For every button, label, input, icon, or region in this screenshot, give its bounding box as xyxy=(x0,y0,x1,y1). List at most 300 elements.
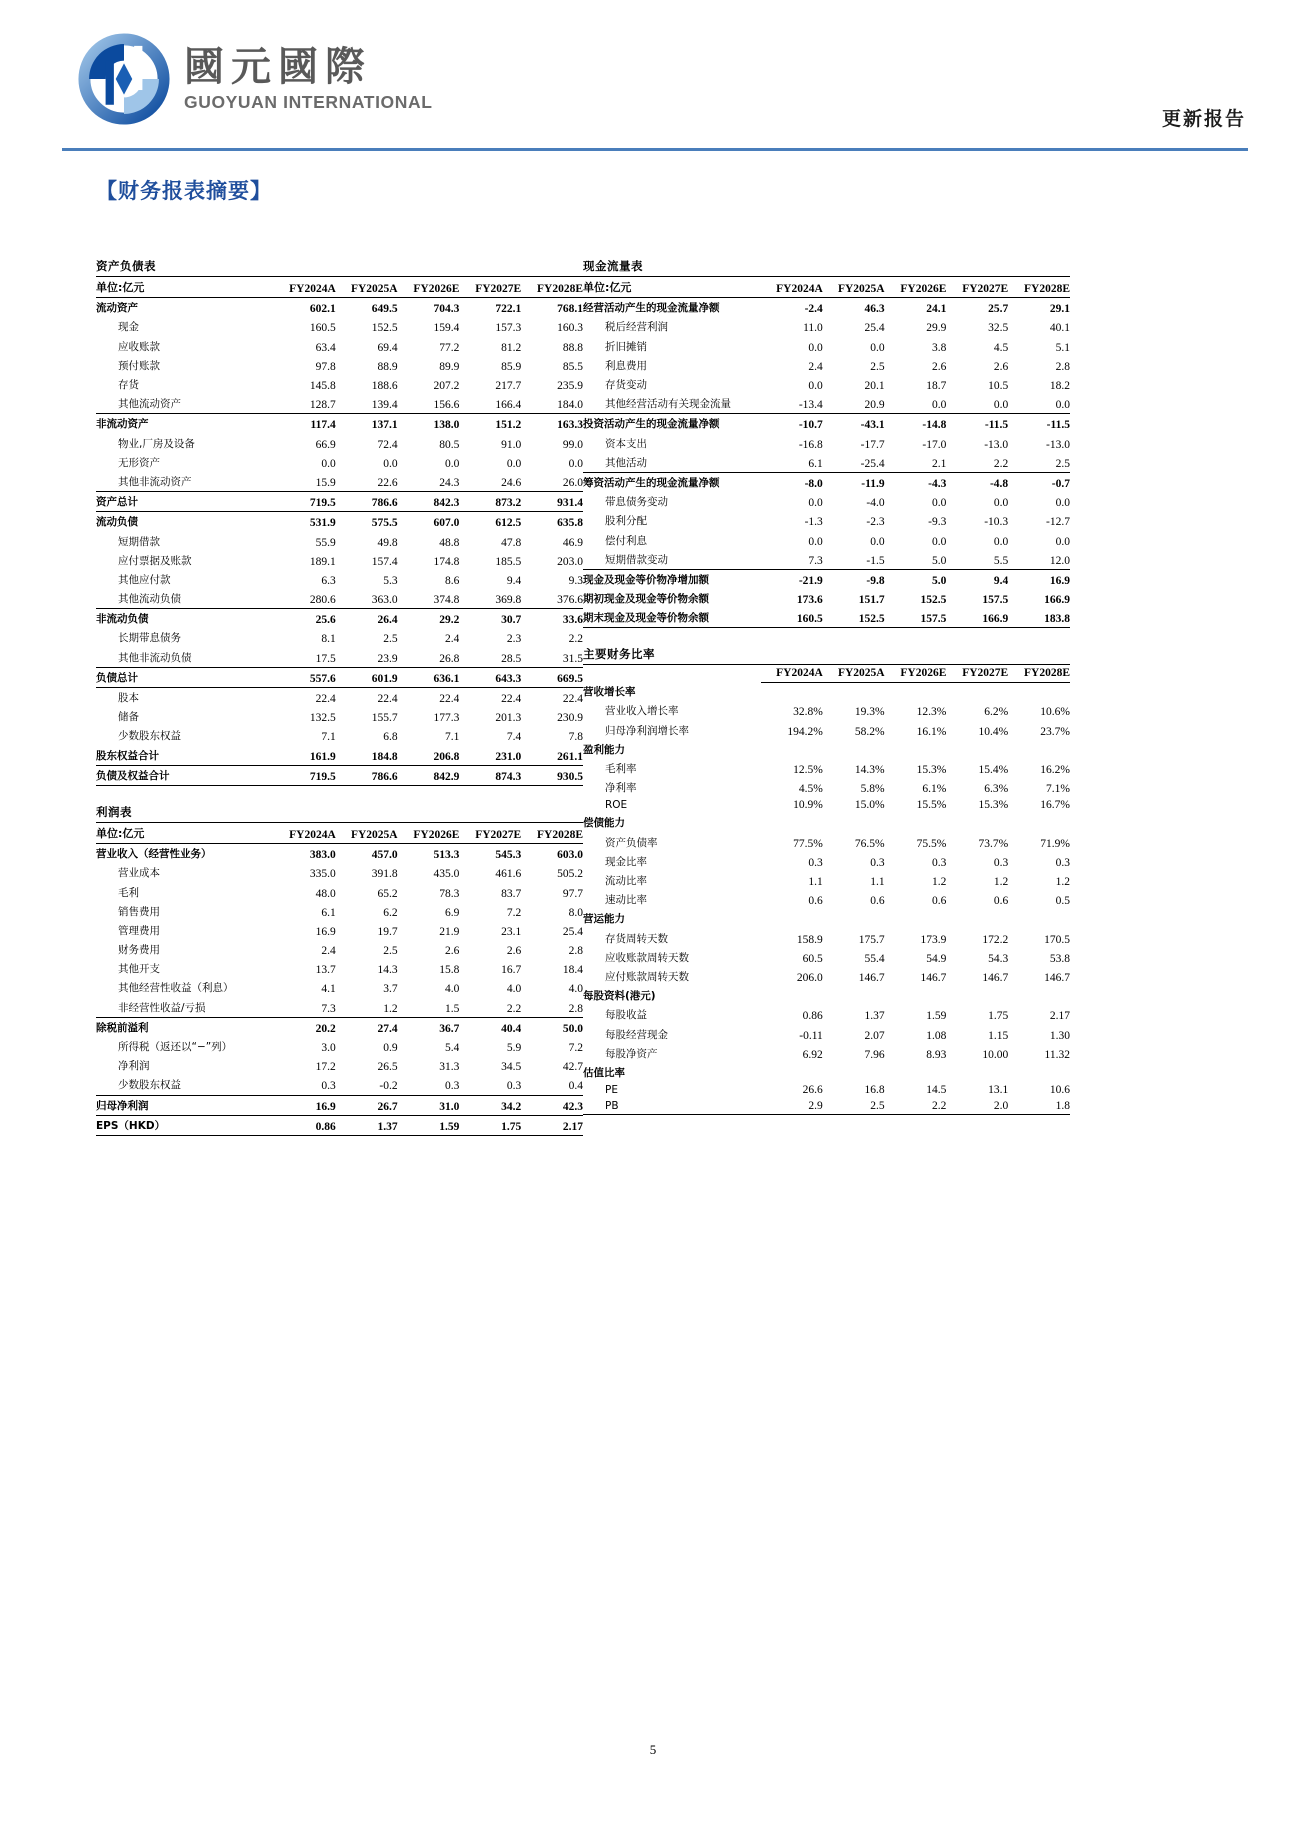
row-value: 55.4 xyxy=(864,952,885,965)
row-value: 786.6 xyxy=(336,765,398,785)
row-value: 63.4 xyxy=(315,341,336,354)
row-value: 16.9 xyxy=(1008,569,1070,589)
row-value: 152.5 xyxy=(371,322,398,335)
row-value: 505.2 xyxy=(557,868,583,881)
row-label: 其他应付款 xyxy=(118,573,171,586)
row-label: 营业收入（经营性业务） xyxy=(96,848,212,861)
table-row xyxy=(96,648,583,668)
row-value: 26.7 xyxy=(336,1095,398,1115)
row-value: 2.6 xyxy=(993,360,1009,373)
row-value: 21.9 xyxy=(439,925,460,938)
row-value: 23.7% xyxy=(1040,725,1070,738)
page-title: 【财务报表摘要】 xyxy=(96,179,272,203)
table-row xyxy=(96,394,583,414)
row-label: EPS（HKD） xyxy=(96,1115,274,1135)
row-value: 189.1 xyxy=(309,555,336,568)
row-value: 2.3 xyxy=(506,633,522,646)
row-value: 166.9 xyxy=(946,608,1008,628)
row-value xyxy=(1008,986,1070,1005)
row-value: 9.3 xyxy=(568,574,583,587)
table-row xyxy=(583,909,1070,928)
row-label: 销售费用 xyxy=(118,905,160,918)
row-value: 174.8 xyxy=(433,555,460,568)
row-value: 32.8% xyxy=(793,706,823,719)
row-value: 0.6 xyxy=(808,895,823,908)
row-value: 29.9 xyxy=(926,322,947,335)
table-row xyxy=(96,414,583,434)
row-label: 每股净资产 xyxy=(605,1047,658,1060)
row-value xyxy=(761,1063,823,1082)
row-value: 22.4 xyxy=(501,693,522,706)
row-value: 159.4 xyxy=(433,322,460,335)
table-row xyxy=(583,472,1070,492)
row-value: 0.0 xyxy=(993,497,1009,510)
row-value: 26.4 xyxy=(336,609,398,629)
row-value: 612.5 xyxy=(495,517,522,530)
row-value: 2.4 xyxy=(808,360,823,373)
table-row xyxy=(96,726,583,745)
cash-flow-block xyxy=(583,258,1070,628)
balance-sheet-block xyxy=(96,258,583,786)
row-value: 23.1 xyxy=(501,925,522,938)
row-value: 31.3 xyxy=(439,1061,460,1074)
row-label: 短期借款 xyxy=(118,535,160,548)
row-value: 383.0 xyxy=(309,849,336,862)
row-value xyxy=(946,682,1008,701)
row-value: 16.9 xyxy=(315,925,336,938)
row-value xyxy=(1008,682,1070,701)
row-value: 722.1 xyxy=(495,303,522,316)
row-value: 46.9 xyxy=(562,536,583,549)
row-label: 经营活动产生的现金流量净额 xyxy=(583,302,720,315)
row-value: 16.1% xyxy=(916,725,947,738)
row-label: 筹资活动产生的现金流量净额 xyxy=(583,472,761,492)
table-row xyxy=(583,1063,1070,1082)
row-value: 1.2 xyxy=(932,876,947,889)
row-value: 71.9% xyxy=(1040,837,1070,850)
table-row xyxy=(583,356,1070,375)
row-value: 16.7% xyxy=(1040,799,1070,812)
row-label: PB xyxy=(583,1098,761,1115)
logo-chinese-name: 國元國際 xyxy=(184,43,372,90)
row-value: 156.6 xyxy=(433,399,460,412)
row-value: 72.4 xyxy=(377,438,398,451)
row-value: 20.9 xyxy=(864,399,885,412)
row-label: 应收账款 xyxy=(118,340,160,353)
row-value: 16.7 xyxy=(501,964,522,977)
row-label: 归母净利润 xyxy=(96,1095,274,1115)
row-value: 53.8 xyxy=(1049,952,1070,965)
row-value: 151.2 xyxy=(459,414,521,434)
row-value: 376.6 xyxy=(557,594,583,607)
row-label: 净利率 xyxy=(605,782,637,795)
key-ratios-caption: 主要财务比率 xyxy=(583,646,1070,665)
table-row xyxy=(96,978,583,997)
row-value: 6.1 xyxy=(321,906,336,919)
row-value: 1.2 xyxy=(383,1002,398,1015)
table-row xyxy=(96,959,583,978)
row-value: 457.0 xyxy=(371,849,398,862)
row-value: 173.9 xyxy=(920,933,947,946)
row-value: 157.5 xyxy=(885,608,947,628)
row-value: 335.0 xyxy=(309,868,336,881)
row-value: 636.1 xyxy=(398,667,460,687)
row-value: 874.3 xyxy=(459,765,521,785)
row-value xyxy=(823,986,885,1005)
table-row xyxy=(583,530,1070,549)
table-row xyxy=(583,414,1070,434)
row-value: 0.5 xyxy=(1055,895,1070,908)
row-value: 0.0 xyxy=(808,380,823,393)
table-row xyxy=(96,902,583,921)
column-header: FY2026E xyxy=(398,277,460,298)
row-value: 203.0 xyxy=(557,555,583,568)
row-value: 0.0 xyxy=(808,535,823,548)
row-value: 704.3 xyxy=(433,303,460,316)
row-value: 25.4 xyxy=(562,925,583,938)
row-value: 10.6% xyxy=(1040,706,1070,719)
column-header: FY2026E xyxy=(885,665,947,682)
row-value: 0.3 xyxy=(808,856,823,869)
row-value: 31.5 xyxy=(562,652,583,665)
row-label: 应收账款周转天数 xyxy=(605,951,689,964)
row-label: 资产总计 xyxy=(96,492,274,512)
row-value xyxy=(1008,740,1070,759)
table-row xyxy=(583,813,1070,832)
table-row xyxy=(96,882,583,901)
row-value: 1.30 xyxy=(1049,1029,1070,1042)
column-header: FY2028E xyxy=(1008,277,1070,298)
row-value xyxy=(946,909,1008,928)
row-label: 长期带息债务 xyxy=(118,632,181,645)
row-value: 15.0% xyxy=(854,799,885,812)
table-row xyxy=(583,701,1070,720)
row-label: 财务费用 xyxy=(118,944,160,957)
row-value: 0.3 xyxy=(1055,856,1070,869)
header-divider xyxy=(62,148,1248,151)
table-row xyxy=(583,337,1070,356)
row-label: 负债总计 xyxy=(96,667,274,687)
row-label: 流动资产 xyxy=(96,302,138,315)
row-label: 股东权益合计 xyxy=(96,749,159,762)
row-value: -11.9 xyxy=(823,472,885,492)
row-value: 77.2 xyxy=(439,341,460,354)
row-value: 54.3 xyxy=(988,952,1009,965)
row-label: 其他非流动负债 xyxy=(118,651,192,664)
row-value: 183.8 xyxy=(1008,608,1070,628)
row-value: 1.5 xyxy=(445,1002,460,1015)
page-header xyxy=(0,0,1306,150)
row-value: 75.5% xyxy=(916,837,947,850)
row-value: 157.4 xyxy=(371,555,398,568)
row-value: -4.0 xyxy=(866,497,885,510)
row-value: 172.2 xyxy=(982,933,1009,946)
row-value: 184.0 xyxy=(557,399,583,412)
row-value: 139.4 xyxy=(371,399,398,412)
table-row xyxy=(96,453,583,472)
row-value: 4.0 xyxy=(568,983,583,996)
row-label: 其他开支 xyxy=(118,963,160,976)
row-value: 184.8 xyxy=(371,750,398,763)
row-value: 161.9 xyxy=(309,750,336,763)
row-value: 2.5 xyxy=(870,360,885,373)
row-value: 7.8 xyxy=(568,731,583,744)
row-label: 净利润 xyxy=(118,1060,150,1073)
row-value: 649.5 xyxy=(371,303,398,316)
row-value: 1.1 xyxy=(870,876,885,889)
row-value: 19.3% xyxy=(854,706,885,719)
row-value: 117.4 xyxy=(274,414,336,434)
row-label: 营运能力 xyxy=(583,913,625,926)
row-label: 非经营性收益/亏损 xyxy=(118,1001,206,1014)
table-row xyxy=(96,746,583,766)
row-value: 7.96 xyxy=(864,1048,885,1061)
table-row xyxy=(583,453,1070,473)
table-row xyxy=(96,844,583,864)
row-value: 97.8 xyxy=(315,360,336,373)
row-value: 0.0 xyxy=(808,341,823,354)
row-value: 207.2 xyxy=(433,380,460,393)
column-header: FY2024A xyxy=(761,277,823,298)
row-label: 存货周转天数 xyxy=(605,932,668,945)
row-value xyxy=(761,986,823,1005)
table-row xyxy=(583,317,1070,336)
row-value: 49.8 xyxy=(377,536,398,549)
row-value: 30.7 xyxy=(459,609,521,629)
table-row xyxy=(96,356,583,375)
row-value: -14.8 xyxy=(885,414,947,434)
row-value: 719.5 xyxy=(274,765,336,785)
row-value: 173.6 xyxy=(796,594,823,607)
income_statement-unit-label: 单位:亿元 xyxy=(96,823,274,844)
row-label: 少数股东权益 xyxy=(118,1079,181,1092)
row-value: 842.9 xyxy=(398,765,460,785)
row-value: 166.9 xyxy=(1044,594,1070,607)
table-row xyxy=(96,609,583,629)
row-label: 预付账款 xyxy=(118,359,160,372)
row-value xyxy=(823,909,885,928)
row-value: -0.11 xyxy=(799,1029,823,1042)
main-content xyxy=(0,258,1306,1154)
row-value: 513.3 xyxy=(433,849,460,862)
income-statement-table xyxy=(96,823,583,1136)
balance-sheet-caption: 资产负债表 xyxy=(96,258,583,277)
column-header: FY2028E xyxy=(1008,665,1070,682)
row-value: 14.3% xyxy=(854,763,885,776)
row-value: 206.8 xyxy=(433,750,460,763)
row-value: 14.3 xyxy=(377,964,398,977)
table-row xyxy=(583,608,1070,628)
row-value: 7.1 xyxy=(321,731,336,744)
table-row xyxy=(583,492,1070,511)
row-value: 2.5 xyxy=(823,1098,885,1115)
row-value: 89.9 xyxy=(439,360,460,373)
row-value: 47.8 xyxy=(501,536,522,549)
table-row xyxy=(583,511,1070,530)
row-label: 除税前溢利 xyxy=(96,1017,274,1037)
row-value xyxy=(946,1063,1008,1082)
row-value: 137.1 xyxy=(336,414,398,434)
row-label: 营收增长率 xyxy=(583,686,636,699)
row-value: 65.2 xyxy=(377,887,398,900)
row-value: 8.0 xyxy=(568,906,583,919)
row-value xyxy=(823,682,885,701)
row-value: 7.2 xyxy=(568,1042,583,1055)
row-value: -10.3 xyxy=(984,516,1009,529)
row-value: 88.8 xyxy=(562,341,583,354)
table-row xyxy=(96,531,583,550)
row-value: 77.5% xyxy=(793,837,823,850)
report-type-label: 更新报告 xyxy=(1161,108,1246,130)
row-value: 97.7 xyxy=(562,887,583,900)
row-value: 146.7 xyxy=(1044,971,1070,984)
row-value: 160.5 xyxy=(309,322,336,335)
row-value: 931.4 xyxy=(521,492,583,512)
row-value: 17.5 xyxy=(315,652,336,665)
row-value: 48.0 xyxy=(315,887,336,900)
row-value xyxy=(823,740,885,759)
row-value: 34.5 xyxy=(501,1061,522,1074)
row-value: 6.3% xyxy=(984,783,1009,796)
row-value: -8.0 xyxy=(761,472,823,492)
row-value: 0.9 xyxy=(383,1042,398,1055)
row-label: 投资活动产生的现金流量净额 xyxy=(583,414,761,434)
row-value: 146.7 xyxy=(920,971,947,984)
row-value: 175.7 xyxy=(858,933,885,946)
row-label: 存货变动 xyxy=(605,379,647,392)
row-value: 138.0 xyxy=(398,414,460,434)
row-label: 营业成本 xyxy=(118,867,160,880)
row-value: 29.2 xyxy=(398,609,460,629)
company-logo xyxy=(78,33,433,125)
table-row xyxy=(583,778,1070,797)
row-label: 储备 xyxy=(118,711,139,724)
row-value: 2.2 xyxy=(885,1098,947,1115)
row-value xyxy=(946,813,1008,832)
row-value: 1.08 xyxy=(926,1029,947,1042)
row-label: 存货 xyxy=(118,379,139,392)
row-value: 16.9 xyxy=(274,1095,336,1115)
table-row xyxy=(583,833,1070,852)
row-value: 3.0 xyxy=(321,1042,336,1055)
row-value: 10.9% xyxy=(793,799,823,812)
row-value: 0.3 xyxy=(506,1080,522,1093)
row-value: 768.1 xyxy=(557,303,583,316)
row-value: 0.3 xyxy=(870,856,885,869)
column-header: FY2024A xyxy=(274,823,336,844)
row-value: 3.7 xyxy=(383,983,398,996)
row-value: 22.6 xyxy=(377,476,398,489)
row-value: 461.6 xyxy=(495,868,522,881)
row-value: 235.9 xyxy=(557,380,583,393)
row-label: 流动负债 xyxy=(96,516,138,529)
row-value xyxy=(1008,813,1070,832)
row-value: 5.5 xyxy=(993,554,1009,567)
row-value: 6.2 xyxy=(383,906,398,919)
row-label: 短期借款变动 xyxy=(605,553,668,566)
row-value: -21.9 xyxy=(761,569,823,589)
column-header: FY2027E xyxy=(946,277,1008,298)
row-value: 0.0 xyxy=(932,497,947,510)
row-value: 11.0 xyxy=(803,322,823,335)
row-value: -4.3 xyxy=(885,472,947,492)
row-value: 363.0 xyxy=(371,594,398,607)
row-value: 9.4 xyxy=(946,569,1008,589)
row-value: 0.86 xyxy=(802,1010,823,1023)
row-value: 185.5 xyxy=(495,555,522,568)
row-value: 6.1 xyxy=(808,457,823,470)
row-value: 146.7 xyxy=(858,971,885,984)
row-label: 少数股东权益 xyxy=(118,730,181,743)
income-statement-caption: 利润表 xyxy=(96,804,583,823)
row-value xyxy=(1008,1063,1070,1082)
table-row xyxy=(96,317,583,336)
row-value: 157.5 xyxy=(982,594,1009,607)
row-label: 非流动资产 xyxy=(96,414,274,434)
row-value: -1.5 xyxy=(866,554,885,567)
row-value: 83.7 xyxy=(501,887,522,900)
table-row xyxy=(583,375,1070,394)
row-value: 6.2% xyxy=(984,706,1009,719)
row-value: 1.2 xyxy=(993,876,1009,889)
column-header: FY2025A xyxy=(336,277,398,298)
row-label: 估值比率 xyxy=(583,1066,625,1079)
table-row xyxy=(583,929,1070,948)
table-row xyxy=(96,551,583,570)
row-value: 602.1 xyxy=(309,303,336,316)
row-value: 48.8 xyxy=(439,536,460,549)
row-label: 其他流动负债 xyxy=(118,593,181,606)
row-value: 786.6 xyxy=(336,492,398,512)
row-value: 1.1 xyxy=(808,876,823,889)
row-value: 435.0 xyxy=(433,868,460,881)
row-value: 1.75 xyxy=(459,1115,521,1135)
row-value: 25.6 xyxy=(274,609,336,629)
table-row xyxy=(583,1098,1070,1115)
row-value: 0.0 xyxy=(568,457,583,470)
row-value: 18.4 xyxy=(562,964,583,977)
column-header: FY2027E xyxy=(946,665,1008,682)
row-value: 146.7 xyxy=(982,971,1009,984)
row-value: 0.6 xyxy=(993,895,1009,908)
table-row xyxy=(96,1037,583,1056)
row-label: 其他活动 xyxy=(605,456,647,469)
table-row xyxy=(583,986,1070,1005)
row-label: 营业收入增长率 xyxy=(605,705,679,718)
row-value: 4.5 xyxy=(993,341,1009,354)
row-value: 5.0 xyxy=(885,569,947,589)
row-value: -12.7 xyxy=(1046,516,1070,529)
row-value: 545.3 xyxy=(495,849,522,862)
row-label: 偿债能力 xyxy=(583,817,625,830)
row-value: -43.1 xyxy=(823,414,885,434)
row-value: 4.1 xyxy=(321,983,336,996)
row-value: 0.0 xyxy=(808,497,823,510)
row-value: 76.5% xyxy=(854,837,885,850)
row-value: 177.3 xyxy=(433,712,460,725)
row-value: 0.0 xyxy=(870,535,885,548)
row-value: 27.4 xyxy=(336,1017,398,1037)
row-value: 4.0 xyxy=(445,983,460,996)
guoyuan-logo-icon xyxy=(78,33,170,125)
row-value: -16.8 xyxy=(798,438,823,451)
row-value: 88.9 xyxy=(377,360,398,373)
row-label: 其他非流动资产 xyxy=(118,475,192,488)
row-value: 22.4 xyxy=(377,693,398,706)
row-value: 18.2 xyxy=(1049,380,1070,393)
row-value: 151.7 xyxy=(858,594,885,607)
row-label: 毛利率 xyxy=(605,762,637,775)
